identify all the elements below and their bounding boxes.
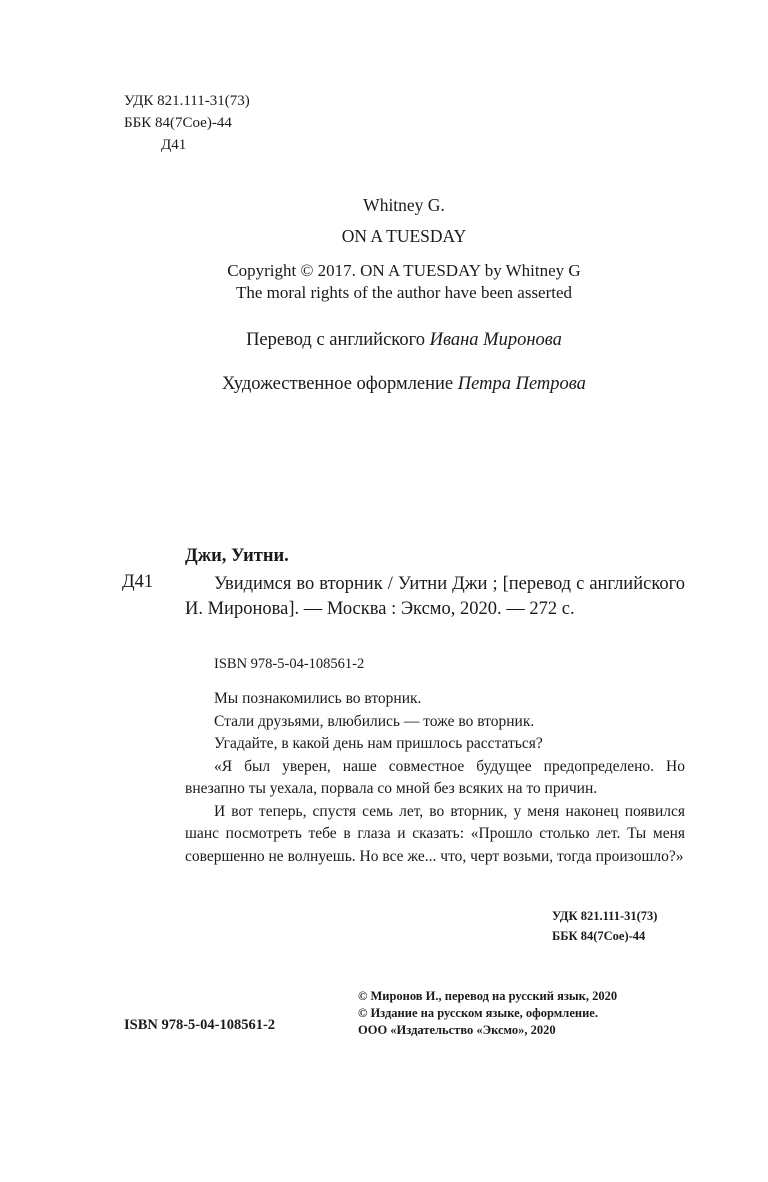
rights-notice (358, 988, 617, 1039)
bbk-code: ББК 84(7Сое)-44 (124, 115, 232, 131)
rights-line: © Миронов И., перевод на русский язык, 2020 (358, 989, 618, 1003)
footer-isbn: ISBN 978-5-04-108561-2 (124, 1017, 276, 1033)
author-mark: Д41 (161, 137, 187, 153)
annotation-paragraph: «Я был уверен, наше совместное будущее предопределено. Но внезапно ты уехала, порвала со мной без всяких на то причин. (185, 757, 685, 797)
copyright-line: Copyright © 2017. ON A TUESDAY by Whitney G (227, 261, 581, 280)
annotation-paragraph: Стали друзьями, влюбились — тоже во вторник. (214, 712, 535, 730)
record-isbn: ISBN 978-5-04-108561-2 (214, 656, 365, 672)
copyright-notice (0, 260, 768, 304)
description-text: Увидимся во вторник / Уитни Джи ; [перевод с английского И. Миронова]. — Москва : Эксмо, 2020. — 272 с. (185, 574, 685, 619)
translator-name: Ивана Миронова (429, 330, 562, 350)
annotation-paragraph: И вот теперь, спустя семь лет, во вторник, у меня наконец появился шанс посмотреть тебе в глаза и сказать: «Прошло столько лет. Ты меня совершенно не волнуешь. Но все же... что, черт возьми, тогда произошло?» (185, 802, 685, 865)
annotation-udk: УДК 821.111-31(73) (552, 909, 658, 923)
rights-line: © Издание на русском языке, оформление. (358, 1006, 598, 1020)
bibliographic-description (185, 572, 685, 622)
designer-name: Петра Петрова (457, 374, 586, 394)
annotation (185, 688, 685, 868)
record-author-mark: Д41 (122, 572, 154, 592)
design-credit (0, 374, 768, 395)
translation-prefix: Перевод с английского (246, 330, 425, 350)
original-title: ON A TUESDAY (341, 226, 467, 246)
classification-codes (124, 90, 250, 156)
annotation-codes (552, 906, 657, 946)
record-author-heading: Джи, Уитни. (185, 546, 289, 566)
original-author: Whitney G. (363, 195, 445, 215)
annotation-paragraph: Угадайте, в какой день нам пришлось расстаться? (214, 735, 543, 752)
translation-credit (0, 330, 768, 351)
design-prefix: Художественное оформление (222, 374, 454, 394)
annotation-paragraph: Мы познакомились во вторник. (214, 690, 422, 707)
rights-line: ООО «Издательство «Эксмо», 2020 (358, 1023, 556, 1037)
moral-rights-line: The moral rights of the author have been asserted (235, 283, 573, 302)
annotation-bbk: ББК 84(7Сое)-44 (552, 929, 646, 943)
udk-code: УДК 821.111-31(73) (124, 93, 250, 109)
